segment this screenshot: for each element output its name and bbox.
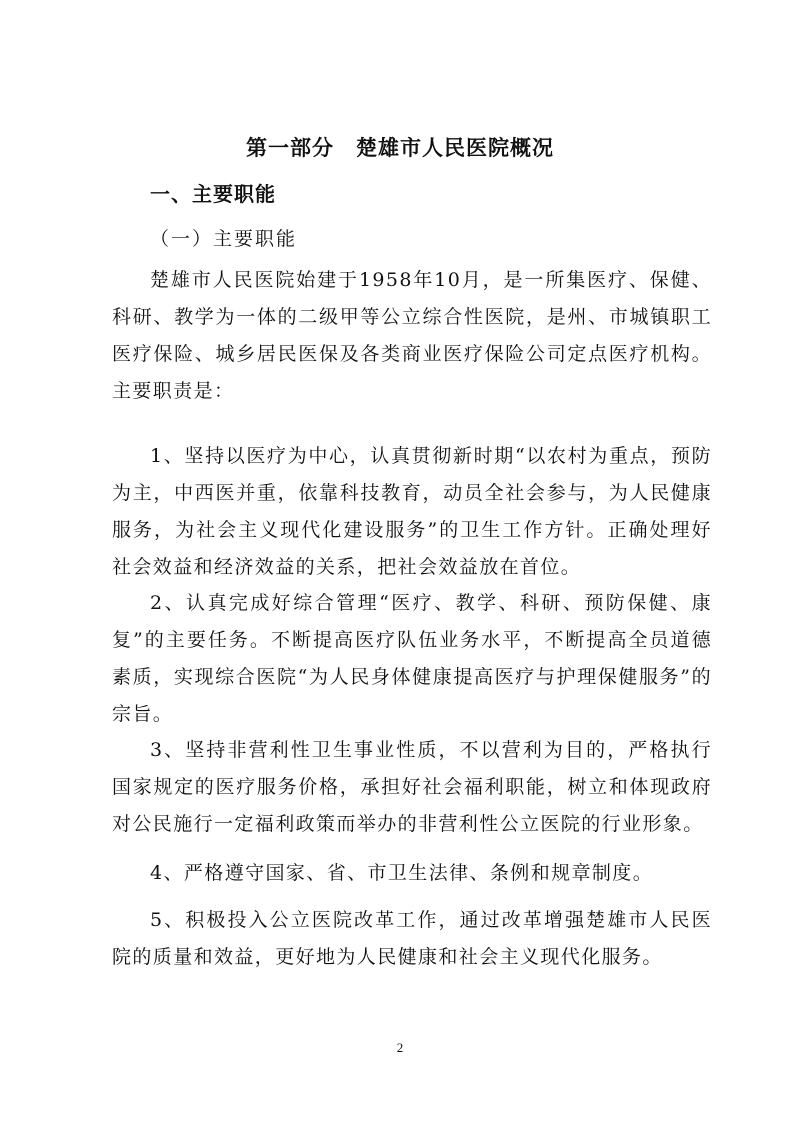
section-heading: 一、主要职能 <box>150 182 276 206</box>
paragraph-intro: 楚雄市人民医院始建于1958年10月，是一所集医疗、保健、科研、教学为一体的二级甲等公立综合性医院，是州、市城镇职工医疗保险、城乡居民医保及各类商业医疗保险公司定点医疗机构。主要职责是： <box>112 269 712 402</box>
paragraph-duty-4: 4、严格遵守国家、省、市卫生法律、条例和规章制度。 <box>150 862 654 884</box>
page-number: 2 <box>396 1040 404 1055</box>
subsection-heading: （一）主要职能 <box>150 228 298 250</box>
paragraph-duty-2: 2、认真完成好综合管理“医疗、教学、科研、预防保健、康复”的主要任务。不断提高医疗队伍业务水平，不断提高全员道德素质，实现综合医院“为人民身体健康提高医疗与护理保健服务”的宗旨。 <box>112 592 712 725</box>
page-title: 第一部分 楚雄市人民医院概况 <box>246 136 554 160</box>
paragraph-duty-5: 5、积极投入公立医院改革工作，通过改革增强楚雄市人民医院的质量和效益，更好地为人民健康和社会主义现代化服务。 <box>112 909 712 968</box>
paragraph-duty-1: 1、坚持以医疗为中心，认真贯彻新时期“以农村为重点，预防为主，中西医并重，依靠科技教育，动员全社会参与，为人民健康服务，为社会主义现代化建设服务”的卫生工作方针。正确处理好社会效益和经济效益的关系，把社会效益放在首位。 <box>112 445 712 578</box>
paragraph-duty-3: 3、坚持非营利性卫生事业性质，不以营利为目的，严格执行国家规定的医疗服务价格，承担好社会福利职能，树立和体现政府对公民施行一定福利政策而举办的非营利性公立医院的行业形象。 <box>112 739 712 835</box>
